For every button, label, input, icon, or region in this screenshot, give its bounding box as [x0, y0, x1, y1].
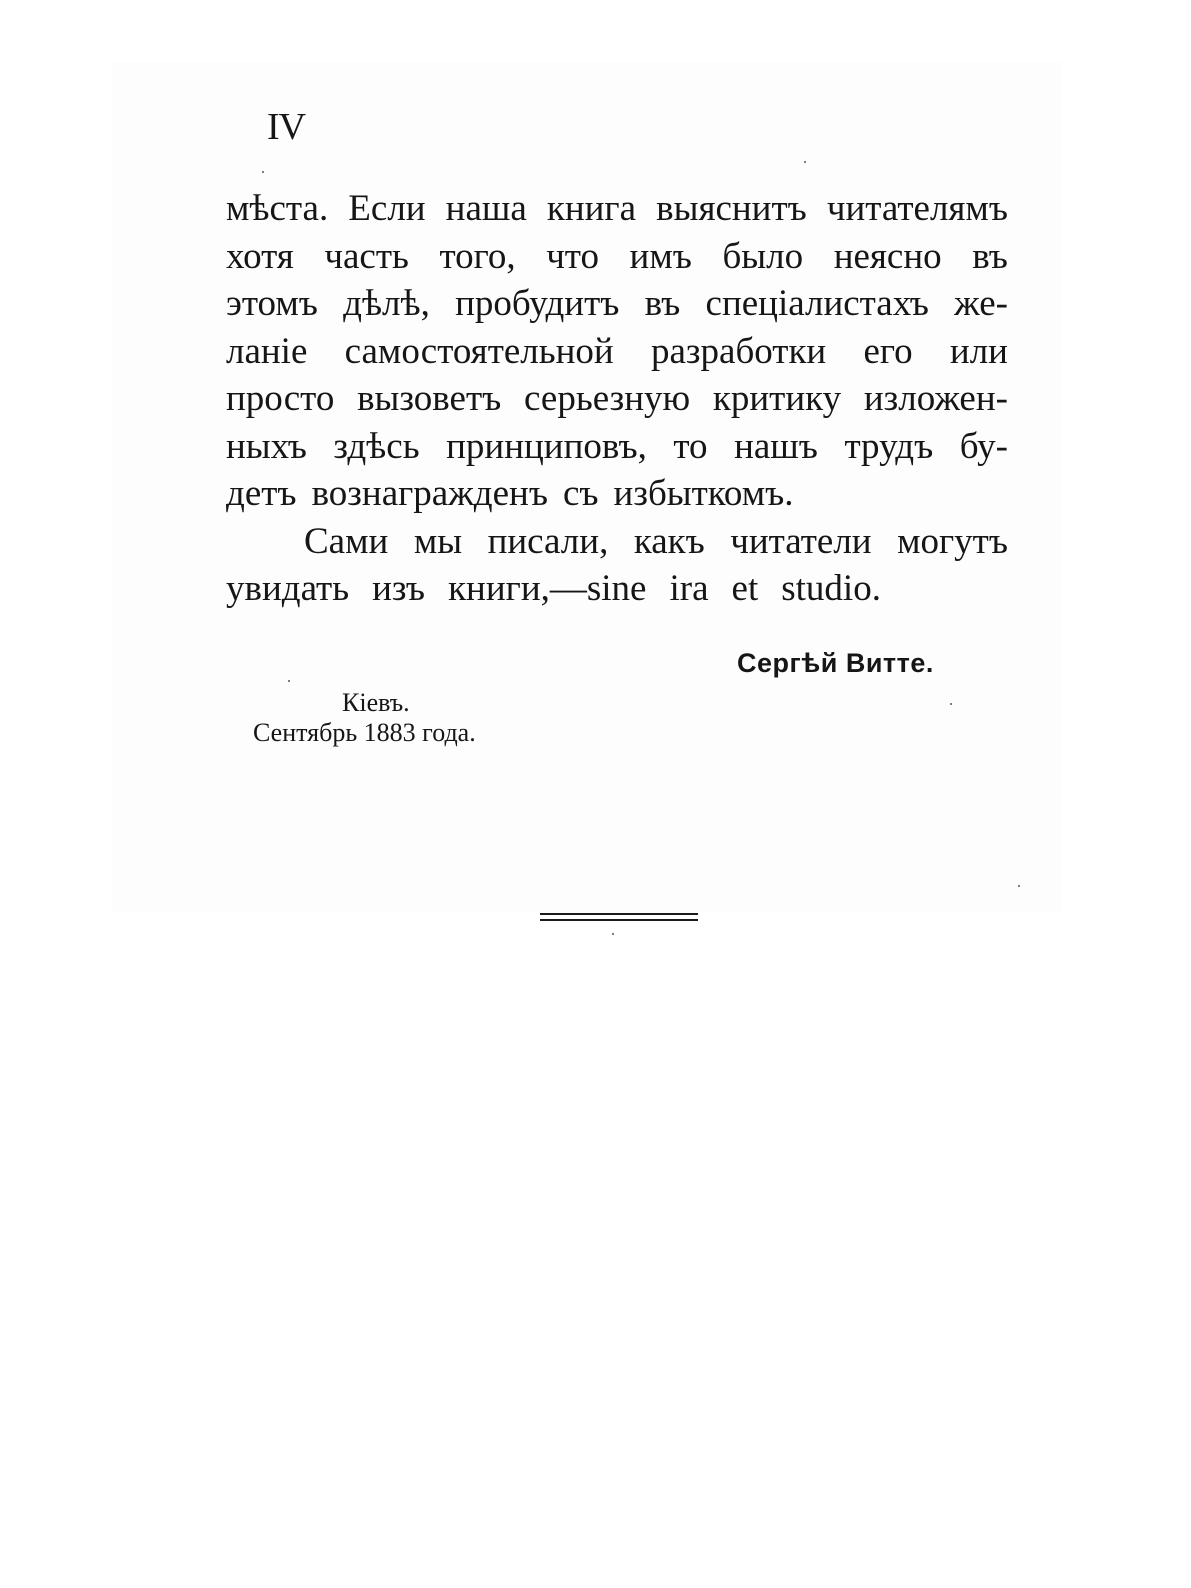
word: было: [722, 235, 804, 277]
word: то: [673, 425, 708, 467]
word: этомъ: [226, 283, 318, 324]
word: же-: [954, 283, 1008, 324]
word: бу-: [959, 425, 1008, 467]
text-line: [226, 280, 1008, 328]
text-line: [226, 470, 1008, 518]
word: что: [546, 235, 599, 277]
word: увидать: [226, 568, 350, 609]
word: въ: [644, 283, 681, 324]
word: пробудитъ: [455, 283, 620, 324]
text-line: [226, 423, 1008, 471]
word: читателямъ: [826, 188, 1008, 229]
word: того,: [439, 235, 516, 277]
word: имъ: [629, 235, 692, 277]
word: его: [863, 330, 913, 372]
word: принциповъ,: [446, 425, 647, 467]
word: самостоятельной: [344, 330, 614, 372]
scan-speck: [612, 933, 614, 935]
word: хотя: [226, 235, 294, 277]
word: изъ: [372, 568, 426, 609]
text-line: [226, 518, 1008, 566]
word: выяснитъ: [656, 188, 807, 229]
word: могутъ: [897, 520, 1008, 562]
word: серьезную: [524, 378, 691, 419]
word: studio.: [781, 568, 881, 609]
scan-speck: [950, 703, 952, 705]
word: съ: [562, 473, 599, 514]
date-line: Сентябрь 1883 года.: [253, 718, 476, 747]
word: писали,: [487, 520, 609, 562]
word: Если: [348, 188, 426, 229]
place-line: Кіевъ.: [342, 688, 410, 717]
body-text: [226, 185, 1008, 613]
word: критику: [712, 378, 842, 419]
word: Сами: [304, 520, 389, 562]
word: или: [949, 330, 1008, 372]
word: здѣсь: [333, 425, 420, 467]
word: просто: [226, 378, 335, 419]
word: вознагражденъ: [311, 473, 548, 514]
word: нашъ: [734, 425, 818, 467]
word: трудъ: [844, 425, 934, 467]
word: разработки: [650, 330, 827, 372]
text-line: [226, 328, 1008, 376]
word: читатели: [730, 520, 872, 562]
double-rule-divider: [540, 913, 698, 922]
word: ныхъ: [226, 425, 307, 467]
scan-speck: [262, 171, 264, 173]
text-line: [226, 185, 1008, 233]
word: неясно: [833, 235, 942, 277]
author-signature: Сергѣй Витте.: [737, 648, 934, 678]
word: часть: [324, 235, 409, 277]
word: книга: [546, 188, 637, 229]
scan-speck: [804, 161, 806, 163]
text-line: [226, 565, 881, 613]
word: ланіе: [226, 330, 308, 372]
word: избыткомъ.: [613, 473, 794, 514]
word: детъ: [226, 473, 297, 514]
word: мѣста.: [226, 188, 329, 229]
scan-speck: [1018, 885, 1020, 887]
text-line: [226, 375, 1008, 423]
page-number: IV: [267, 106, 306, 148]
scan-speck: [288, 680, 290, 682]
word: наша: [445, 188, 527, 229]
word: какъ: [633, 520, 705, 562]
word: дѣлѣ,: [343, 283, 430, 324]
word: ira: [669, 568, 709, 609]
word: мы: [413, 520, 463, 562]
word: спеціалистахъ: [705, 283, 929, 324]
text-line: [226, 233, 1008, 281]
word: изложен-: [863, 378, 1008, 419]
word: вызоветъ: [357, 378, 502, 419]
word: книги,—sine: [448, 568, 647, 609]
word: et: [731, 568, 759, 609]
word: въ: [972, 235, 1008, 277]
